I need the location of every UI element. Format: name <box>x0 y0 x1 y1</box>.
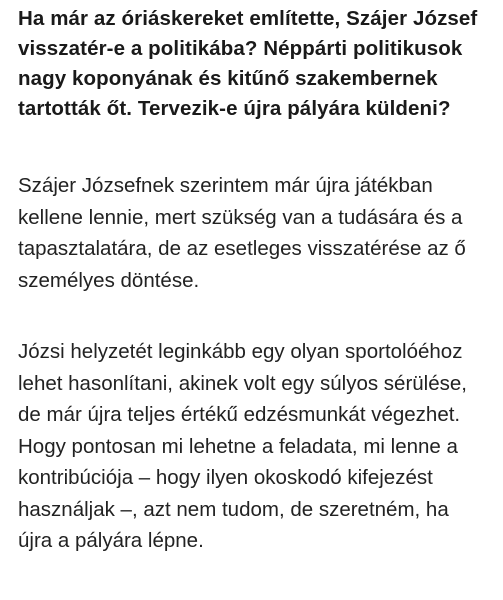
interview-answer-paragraph-2: Józsi helyzetét leginkább egy olyan sportolóéhoz lehet hasonlítani, akinek volt egy súlyos sérülése, de már újra teljes értékű edzésmunkát végezhet. Hogy pontosan mi lehetne a feladata, mi lenne a kontribúciója – hogy ilyen okoskodó kifejezést használjak –, azt nem tudom, de szeretném, ha újra a pályára lépne. <box>18 340 467 552</box>
interview-question: Ha már az óriáskereket említette, Szájer József visszatér-e a politikába? Néppárti politikusok nagy koponyának és kitűnő szakembernek tartották őt. Tervezik-e újra pályára küldeni? <box>18 7 478 120</box>
interview-answer-paragraph-1: Szájer Józsefnek szerintem már újra játékban kellene lennie, mert szükség van a tudására és a tapasztalatára, de az esetleges visszatérése az ő személyes döntése. <box>18 174 466 292</box>
